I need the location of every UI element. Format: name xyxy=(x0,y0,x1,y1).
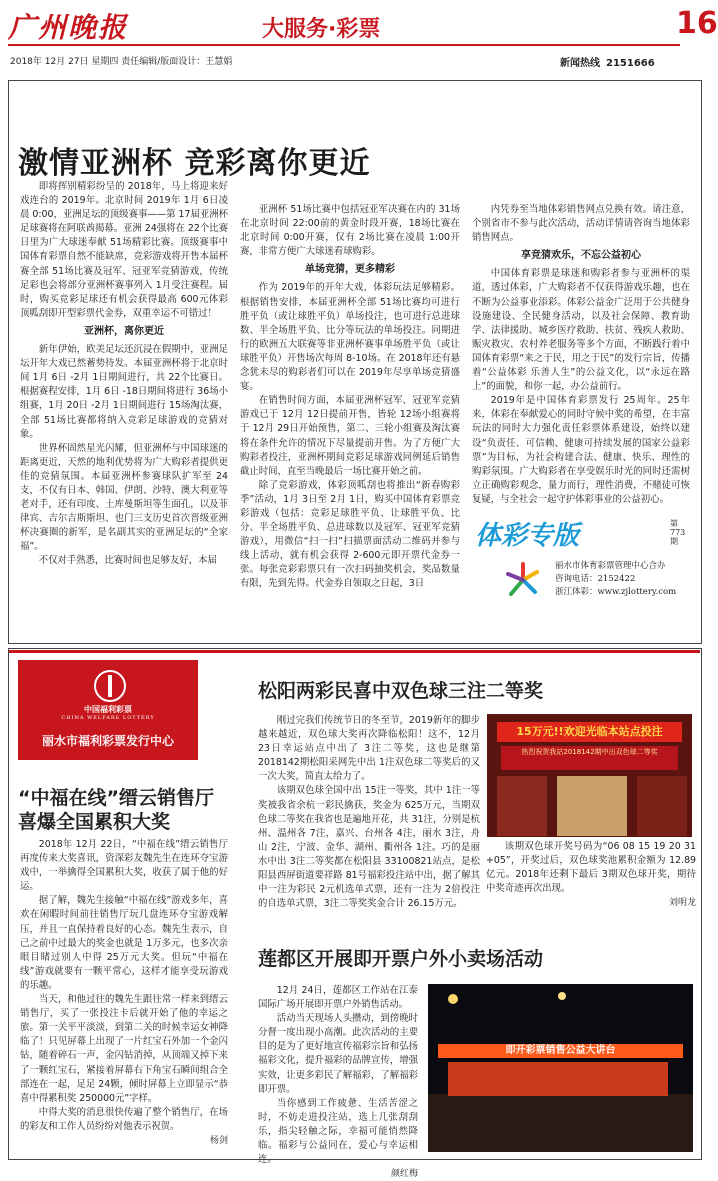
headline-line: 喜爆全国累积大奖 xyxy=(18,811,171,833)
article3-caption xyxy=(486,840,696,910)
article-author: 刘明龙 xyxy=(668,898,696,909)
welfare-logo-english: CHINA WELFARE LOTTERY xyxy=(61,715,155,721)
newspaper-logo: 广州晚报 xyxy=(8,11,129,44)
paragraph: 中得大奖的消息很快传遍了整个销售厅，在场的彩友和工作人员纷纷对他表示祝贺。 xyxy=(20,1106,228,1132)
paragraph: 不仅对手熟悉，比赛时间也足够友好，本届 xyxy=(38,555,217,567)
subheading: 单场竞猜，更多精彩 xyxy=(305,264,395,276)
crowd xyxy=(428,1094,693,1152)
promo-title: 体彩专版 xyxy=(475,521,580,551)
article-author: 杨剑 xyxy=(209,1135,228,1146)
store-door xyxy=(557,776,627,836)
dateline: 2018年 12月 27日 星期四 责任编辑/版面设计：王慧娟 xyxy=(10,57,233,67)
article1-column-3 xyxy=(472,203,690,507)
masthead xyxy=(0,0,718,52)
outdoor-sales-event-photo xyxy=(428,984,693,1152)
article4-headline: 莲都区开展即开票户外小卖场活动 xyxy=(258,948,544,970)
paragraph: 活动当天现场人头攒动，到傍晚时分督一度出现小高潮。此次活动的主要目的是为了更好地宣传福彩宗旨和弘扬福彩文化，提升福彩的品牌宣传，增强实效，让更多彩民了解福彩，了解福彩即开票。 xyxy=(258,1013,418,1095)
page-number: 16 xyxy=(676,6,718,41)
photo-caption: 该期双色球开奖号码为“06 08 15 19 20 31 +05”，开奖过后，双色球奖池累积金额为 12.89亿元。2018年还剩下最后 3期双色球开奖，期待中奖奇迹再次出现。 xyxy=(486,841,696,895)
paragraph: 当你感到工作疲惫、生活苦涩之时，不妨走进投注站，选上几张刮刮乐，指尖轻触之际，幸福可能悄然降临。福彩与公益同在，爱心与幸运相连。 xyxy=(258,1097,418,1166)
paragraph: 据了解，魏先生接触“中福在线”游戏多年，喜欢在闲暇时间前往销售厅玩几盘连环夺宝游戏解压，并且一直保持着良好的心态。魏先生表示，自己之前中过最大的奖金也就是 1万多元，也多次亲眼目睹过别人中得 25万元大奖。但玩“中福在线”游戏就要有一颗平常心，这样才能享受玩游戏的乐趣。 xyxy=(20,895,228,991)
article1-column-2 xyxy=(240,203,460,592)
paragraph: 在销售时间方面，本届亚洲杯冠军、冠亚军竞猜游戏已于 12月 12日提前开售，皆轮 12场小组赛将于 12月 29日开始预售，第二、三轮小组赛及淘汰赛将在条件允许的情况下尽量提前开售。为了方便广大购彩者投注，亚洲杯期间竞彩足球游戏同例延后销售截止时间，直至当晚最后一场比赛开始之前。 xyxy=(240,395,460,477)
photo-banner: 15万元!!欢迎光临本站点投注 xyxy=(497,722,682,742)
welfare-logo-text: 中国福利彩票 xyxy=(84,704,132,714)
welfare-lottery-logo xyxy=(18,660,198,760)
subheading: 亚洲杯，离你更近 xyxy=(84,325,164,337)
paragraph: 内凭券至当地体彩销售网点兑换有效。请注意，个别省市不参与此次活动，活动详情请咨询当地体彩销售网点。 xyxy=(472,204,690,244)
promo-issue: 第773期 xyxy=(670,519,686,546)
article-author: 颜红梅 xyxy=(390,1169,418,1180)
paragraph: 该期双色球全国中出 15注一等奖，其中 1注一等奖被我省余杭一彩民擒获，奖金为 625万元，当期双色球二等奖在我省也是遍地开花，共 31注，分别是杭州、温州各 7注，嘉兴、台州各 4注，丽水 3注，舟山 2注，宁波、金华、湖州、衢州各 1注。巧的是丽水中出 3注二等奖都在松阳县 33100821站点，是松阳县西屏街道要祥路 81号福彩投注站中出，据了解其中一注为彩民 2元机选单式票，还有一注为 2倍投注的自选单式票，3注二等奖奖金合计 26.15万元。 xyxy=(258,785,480,910)
promo-phone: 咨询电话：2152422 xyxy=(555,574,636,584)
paragraph: 中国体育彩票是球迷和购彩者参与亚洲杯的渠道，透过体彩，广大购彩者不仅获得游戏乐趣，也在不断为公益事业添彩。体彩公益金广泛用于公共健身设施建设、全民健身活动，以及社会保障、教育助学、法律援助、城乡医疗救助、扶贫、残疾人救助、赈灾救灾、农村养老服务等多个方面，不断践行着中国体育彩票“来之于民，用之于民”的发行宗旨，传播着“公益体彩 乐善人生”的公益文化，以“永远在路上”的面貌，和你一起，办公益前行。 xyxy=(472,268,690,393)
article1-headline: 激情亚洲杯 竞彩离你更近 xyxy=(18,146,371,181)
sports-lottery-logo-icon xyxy=(503,560,543,600)
paragraph: 除了竞彩游戏，体彩顶呱刮也将推出“新春购彩季”活动，1月 3日至 2月 1日，购买中国体育彩票竞彩游戏（包括：竞彩足球胜平负、让球胜平负、比分、半全场胜平负、总进球数以及冠军、冠亚军竞猜游戏），用微信“扫一扫”扫描票面活动二维码并参与线上活动，就有机会获得 2-600元即开票代金券一张。每张竞彩彩票只有一次扫码抽奖机会，奖品数量有限，先到先得。代金券自领取之日起，3日 xyxy=(240,479,460,590)
promo-website: 浙江体彩：www.zjlottery.com xyxy=(555,587,677,597)
promo-info xyxy=(555,560,676,599)
article1-column-1 xyxy=(20,180,228,569)
paragraph: 世界杯固然星光闪耀，但亚洲杯与中国球迷的距离更近，天然的地利优势将为广大购彩者提供更佳的竞猜氛围。本届亚洲杯参赛球队扩军至 24支，不仅有日本、韩国、伊朗、沙特、澳大利亚等老对手，还有印度、土库曼斯坦等生面孔，以及菲律宾、吉尔吉斯斯坦、也门三支历史首次晋级亚洲杯决赛圈的新军，是名副其实的亚洲足坛的“全家福”。 xyxy=(20,442,228,553)
paragraph: 2019年是中国体育彩票发行 25周年。25年来，体彩在奉献爱心的同时守候中奖的希望，在丰富玩法的同时大力强化责任彩票体系建设，始终以建设“负责任、可信赖、健康可持续发展的国家公益彩票”为目标，为社会构建合法、健康、快乐、理性的购彩氛围。广大购彩者在享受娱乐时光的同时还需树立正确购彩观念，量力而行，理性消费，不赌徒可恢复疑，与全社会一起守护体彩事业的公益初心。 xyxy=(472,395,690,505)
paragraph: 2018年 12月 22日，“中福在线”缙云销售厅再度传来大奖喜讯，资深彩友魏先生在连环夺宝游戏中，一举擒得全国累积大奖，收获了属于他的好运。 xyxy=(20,839,228,893)
header-divider xyxy=(8,44,680,46)
welfare-logo-icon xyxy=(94,670,126,702)
section-title: 大服务·彩票 xyxy=(262,17,381,42)
sports-lottery-promo xyxy=(475,515,695,635)
paragraph: 12月 24日，莲都区工作站在江泰国际广场开展即开票户外销售活动。 xyxy=(258,985,418,1011)
article4-body xyxy=(258,984,418,1181)
article2-headline xyxy=(18,786,214,834)
article3-body xyxy=(258,714,480,911)
street-light xyxy=(558,992,566,1000)
article3-headline: 松阳两彩民喜中双色球三注二等奖 xyxy=(258,680,544,702)
store-wall xyxy=(637,776,687,836)
photo-subbanner: 热烈祝贺我站2018142期中出双色球二等奖 xyxy=(501,746,678,770)
lottery-store-photo xyxy=(487,714,692,837)
paragraph: 亚洲杯 51场比赛中包括冠亚军决赛在内的 31场在北京时间 22:00前的黄金时段开赛，18场比赛在北京时间 0:00开赛，仅有 2场比赛在凌晨 1:00开赛，非常方便广大球迷看球购彩。 xyxy=(240,204,460,258)
paragraph: 新年伊始，欧美足坛还沉浸在假期中，亚洲足坛开年大戏已然蓄势待发。本届亚洲杯将于北京时间 1月 6日 -2月 1日期间进行，共 22个比赛日。根据赛程安排，1月 6日 -18日期间将进行 36场小组赛，1月 20日 -2月 1日期间进行 15场淘汰赛，全部 51场比赛都将纳入竞彩足球游戏的竞猜对象。 xyxy=(20,344,228,440)
paragraph: 刚过完我们传统节日的冬至节，2019新年的脚步越来越近，双色球大奖再次降临松阳！这不，12月 23日幸运站点中出了 3注二等奖，这也是继第 2018142期松阳采网先中出 1注双色球二等奖后的又一次大奖，简直太给力了。 xyxy=(258,715,480,783)
headline-line: “中福在线”缙云销售厅 xyxy=(18,787,214,809)
paragraph: 即将挥别精彩纷呈的 2018年，马上将迎来好戏连台的 2019年。北京时间 2019年 1月 6日凌晨 0:00，亚洲足坛的顶级赛事——第 17届亚洲杯足球赛将在阿联酋揭幕。亚洲 24强将在 22个比赛日里为广大球迷奉献 51场精彩比赛。顶级赛事中国体育彩票自然不能缺席，竞彩游戏将开售本届杯赛全部 51场比赛及冠军、冠亚军竞猜游戏，传统足彩也会将部分亚洲杯赛事列入 1月受注赛程。届时，购买竞彩足球还有机会获得最高 600元体彩顶呱刮即开型彩票代金券，双重幸运不可错过！ xyxy=(20,181,228,319)
paragraph: 作为 2019年的开年大戏，体彩玩法足够精彩。根据销售安排，本届亚洲杯全部 51场比赛均可进行胜平负（或让球胜平负）单场投注，也可进行总进球数、半全场胜平负、比分等玩法的单场投注。同期进行的欧洲五大联赛等非亚洲杯赛事单场胜平负（或让球胜平负）开售场次每周 8-10场。在 2018年还有悬念犹未尽的购彩者们可以在 2019年尽享单场竞猜盛宴。 xyxy=(240,282,460,393)
hotline-number: 2151666 xyxy=(606,58,655,69)
subheading: 享竞猜欢乐，不忘公益初心 xyxy=(521,250,641,262)
sales-counter xyxy=(448,1062,668,1096)
hotline xyxy=(560,54,655,69)
street-light xyxy=(448,994,458,1004)
welfare-center-name: 丽水市福利彩票发行中心 xyxy=(41,734,174,748)
event-banner: 即开彩票销售公益大讲台 xyxy=(438,1044,683,1058)
store-wall xyxy=(497,776,547,836)
paragraph: 当天，和他过往的魏先生跟往常一样来到缙云销售厅，买了一张投注卡后就开始了他的幸运之旅。第一关平平淡淡，到第二关的时候幸运女神降临了！只见屏幕上出现了一片红宝石外加一个金闪钻，随着碎石一声，金闪钻消掉，从顶端又掉下来了一颗红宝石，紧接着屏幕右下角宝石瞬间组合全部连在一起，足足 24颗，倾时屏幕上立即显示“恭喜中得累积奖 250000元”字样。 xyxy=(20,994,228,1104)
promo-org: 丽水市体育彩票管理中心合办 xyxy=(555,561,666,571)
article2-body xyxy=(20,838,228,1148)
hotline-label: 新闻热线 xyxy=(560,58,600,69)
